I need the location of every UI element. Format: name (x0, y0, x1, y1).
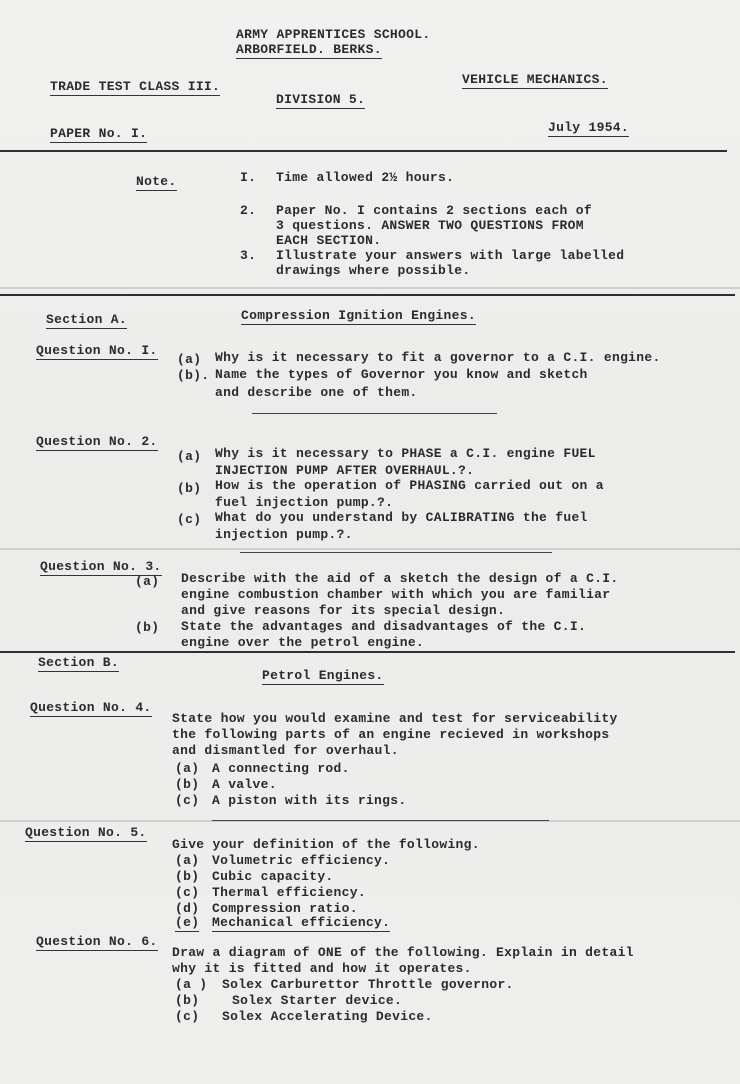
question-part-letter: (a) (135, 574, 160, 589)
note-text: EACH SECTION. (276, 233, 382, 248)
school-location: ARBORFIELD. BERKS. (236, 42, 382, 57)
item-text: Mechanical efficiency. (212, 915, 391, 930)
item-letter: (b) (175, 777, 200, 792)
question-part-text: Name the types of Governor you know and sketch (215, 367, 588, 382)
item-text: A piston with its rings. (212, 793, 407, 808)
school-name: ARMY APPRENTICES SCHOOL. (236, 27, 431, 42)
item-text: A connecting rod. (212, 761, 350, 776)
item-letter: (d) (175, 901, 200, 916)
question-4-label: Question No. 4. (30, 700, 152, 715)
divider (0, 651, 735, 653)
item-letter: (a) (175, 761, 200, 776)
item-letter: (a ) (175, 977, 208, 992)
note-text: 3 questions. ANSWER TWO QUESTIONS FROM (276, 218, 584, 233)
note-text: Paper No. I contains 2 sections each of (276, 203, 592, 218)
divider (0, 294, 735, 296)
item-text: Volumetric efficiency. (212, 853, 391, 868)
item-letter: (c) (175, 793, 200, 808)
question-text: why it is fitted and how it operates. (172, 961, 472, 976)
note-text: drawings where possible. (276, 263, 471, 278)
question-6-label: Question No. 6. (36, 934, 158, 949)
item-text: A valve. (212, 777, 277, 792)
question-part-text: engine combustion chamber with which you are familiar (181, 587, 611, 602)
trade-test-class: TRADE TEST CLASS III. (50, 79, 221, 94)
divider (252, 413, 497, 414)
question-part-text: engine over the petrol engine. (181, 635, 425, 650)
trade-name: VEHICLE MECHANICS. (462, 72, 608, 87)
item-text: Solex Starter device. (232, 993, 403, 1008)
question-part-text: fuel injection pump.?. (215, 495, 394, 510)
question-part-text: Describe with the aid of a sketch the design of a C.I. (181, 571, 619, 586)
item-text: Solex Accelerating Device. (222, 1009, 433, 1024)
question-part-text: injection pump.?. (215, 527, 353, 542)
question-3-label: Question No. 3. (40, 559, 162, 574)
fold-line (0, 287, 740, 289)
question-2-label: Question No. 2. (36, 434, 158, 449)
question-text: Draw a diagram of ONE of the following. Explain in detail (172, 945, 634, 960)
section-a-label: Section A. (46, 312, 128, 327)
fold-line (0, 548, 740, 550)
divider (212, 820, 549, 821)
item-text: Solex Carburettor Throttle governor. (222, 977, 514, 992)
question-5-label: Question No. 5. (25, 825, 147, 840)
question-part-letter: (c) (177, 512, 202, 527)
note-number: I. (240, 170, 257, 185)
item-text: Cubic capacity. (212, 869, 334, 884)
item-letter: (b) (175, 869, 200, 884)
note-label: Note. (136, 174, 177, 189)
question-part-text: Why is it necessary to PHASE a C.I. engine FUEL (215, 446, 596, 461)
question-part-text: What do you understand by CALIBRATING the fuel (215, 510, 588, 525)
question-part-text: How is the operation of PHASING carried out on a (215, 478, 604, 493)
note-number: 2. (240, 203, 257, 218)
note-text: Illustrate your answers with large labelled (276, 248, 625, 263)
paper-number: PAPER No. I. (50, 126, 148, 141)
item-letter: (b) (175, 993, 200, 1008)
item-letter: (a) (175, 853, 200, 868)
section-b-title: Petrol Engines. (262, 668, 384, 683)
question-part-text: INJECTION PUMP AFTER OVERHAUL.?. (215, 463, 475, 478)
question-part-letter: (b) (177, 481, 202, 496)
item-letter: (c) (175, 885, 200, 900)
note-text: Time allowed 2½ hours. (276, 170, 455, 185)
question-1-label: Question No. I. (36, 343, 158, 358)
division: DIVISION 5. (276, 92, 366, 107)
exam-date: July 1954. (548, 120, 630, 135)
question-part-text: Why is it necessary to fit a governor to a C.I. engine. (215, 350, 661, 365)
divider (0, 150, 727, 152)
question-part-letter: (a) (177, 352, 202, 367)
question-part-letter: (b). (177, 368, 210, 383)
question-part-text: and describe one of them. (215, 385, 418, 400)
section-b-label: Section B. (38, 655, 120, 670)
question-text: State how you would examine and test for serviceability (172, 711, 618, 726)
item-letter: (c) (175, 1009, 200, 1024)
question-part-text: State the advantages and disadvantages of the C.I. (181, 619, 587, 634)
item-text: Compression ratio. (212, 901, 358, 916)
question-part-text: and give reasons for its special design. (181, 603, 506, 618)
section-a-title: Compression Ignition Engines. (241, 308, 476, 323)
item-text: Thermal efficiency. (212, 885, 366, 900)
question-text: Give your definition of the following. (172, 837, 480, 852)
note-number: 3. (240, 248, 257, 263)
question-text: and dismantled for overhaul. (172, 743, 399, 758)
question-text: the following parts of an engine recieved in workshops (172, 727, 610, 742)
item-letter: (e) (175, 915, 200, 930)
divider (240, 552, 552, 553)
question-part-letter: (a) (177, 449, 202, 464)
question-part-letter: (b) (135, 620, 160, 635)
